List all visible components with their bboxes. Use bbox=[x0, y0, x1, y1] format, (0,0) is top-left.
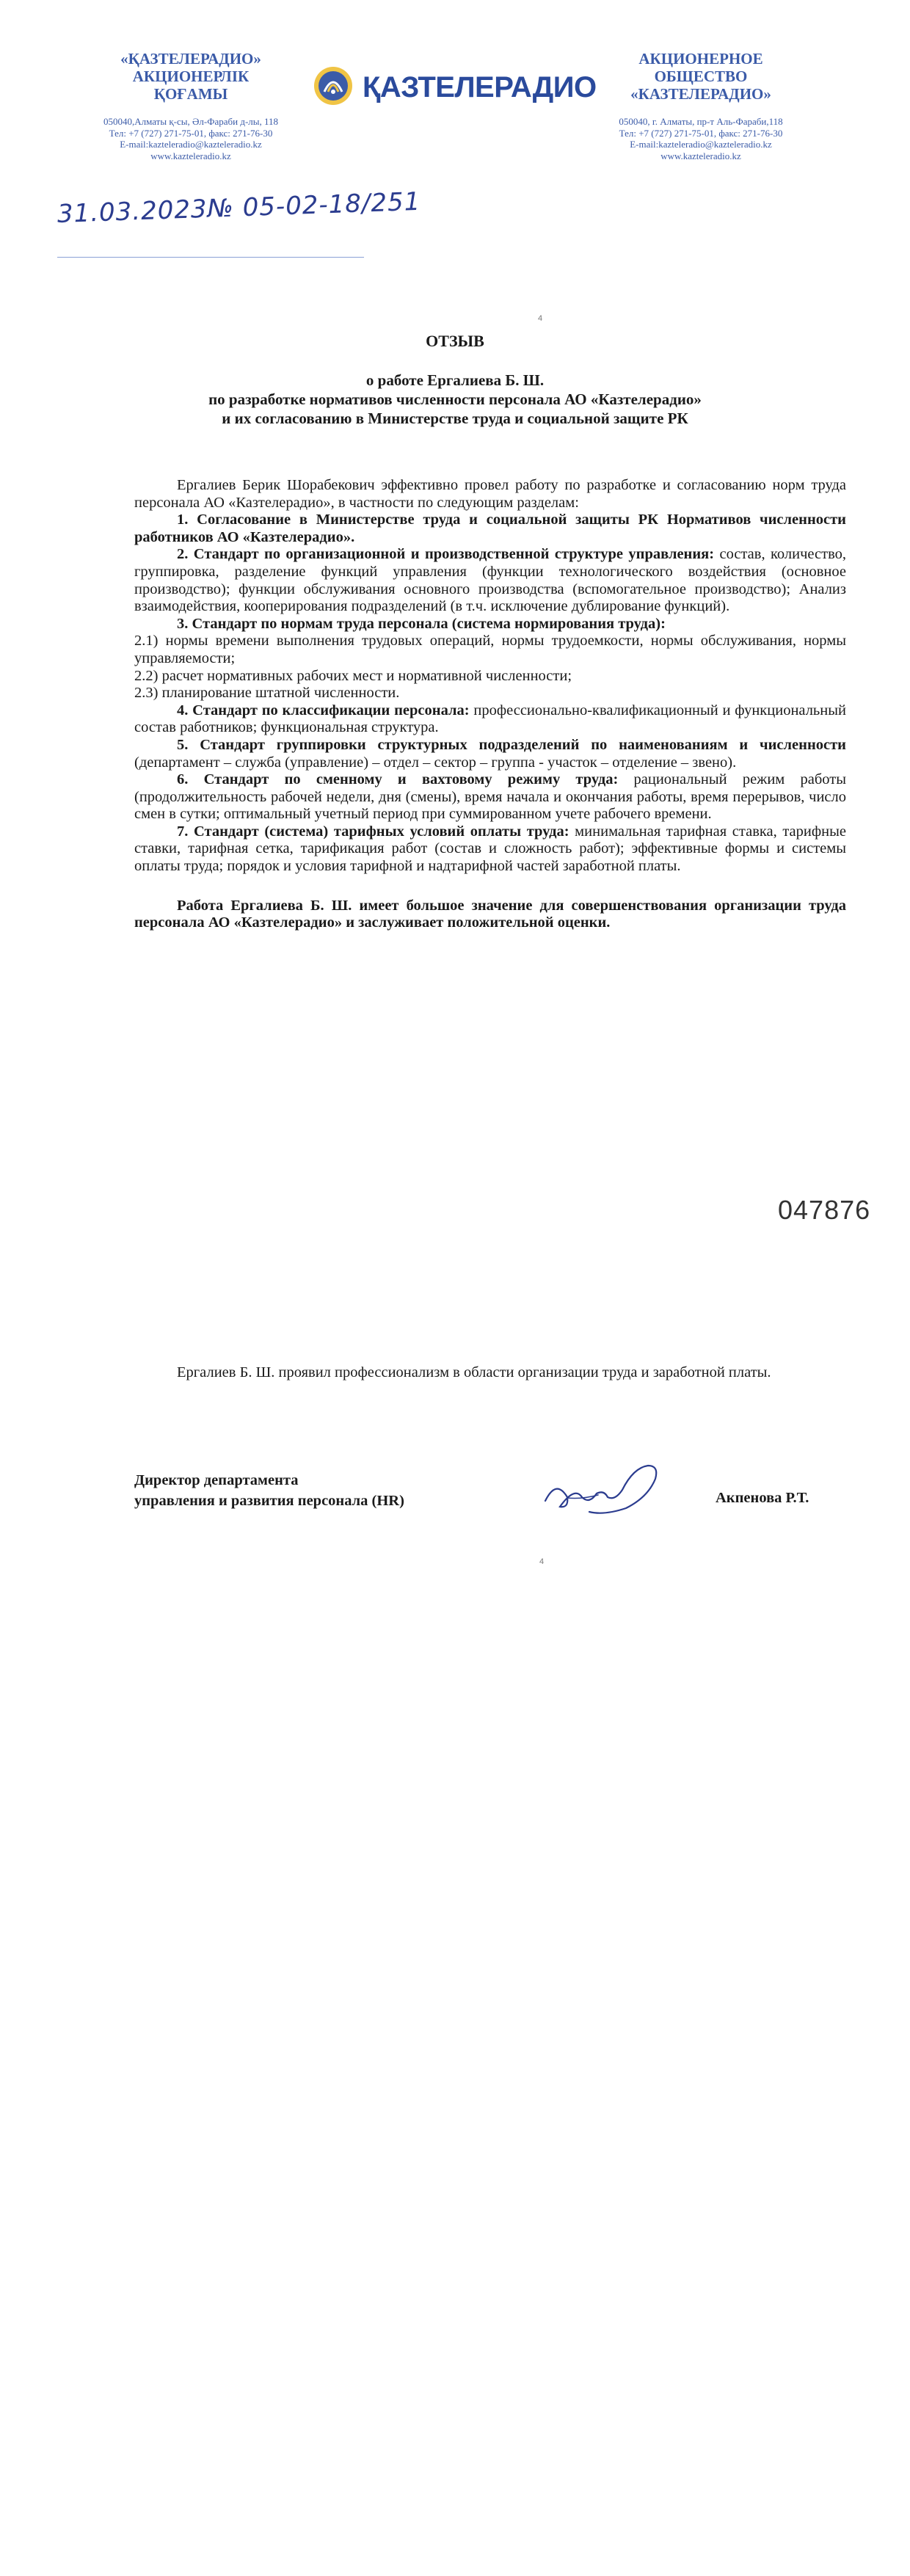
document-subject: о работе Ергалиева Б. Ш. по разработке нормативов численности персонала АО «Казтелерадио» и их согласованию в Министерстве труда и социальной защите РК bbox=[208, 371, 702, 427]
section-3-item: 2.3) планирование штатной численности. bbox=[134, 685, 400, 702]
page-marker: 4 bbox=[538, 314, 543, 323]
section-7: 7. Стандарт (система) тарифных условий оплаты труда: минимальная тарифная ставка, тарифные ставки, тарифная сетка, тарификация работ (состав и сложность работ); эффективные формы и системы оплаты труда; порядок и условия тарифной и надтарифной частей заработной платы. bbox=[134, 823, 847, 875]
section-1: 1. Согласование в Министерстве труда и социальной защиты РК Нормативов численности работников АО «Казтелерадио». bbox=[134, 512, 846, 545]
registration-underline bbox=[57, 257, 364, 258]
document-body bbox=[134, 477, 846, 932]
document-number: 047876 bbox=[778, 1195, 871, 1225]
conclusion bbox=[134, 1364, 846, 1381]
contacts-kz: 050040,Алматы қ-сы, Әл-Фараби д-лы, 118 Тел: +7 (727) 271-75-01, факс: 271-76-30 E-mail:kazteleradio@kazteleradio.kz www.kazteleradio.kz bbox=[103, 116, 279, 161]
letterhead-left bbox=[77, 50, 305, 161]
company-logo bbox=[308, 62, 602, 109]
conclusion-paragraph: Ергалиев Б. Ш. проявил профессионализм в области организации труда и заработной платы. bbox=[177, 1364, 771, 1380]
section-6: 6. Стандарт по сменному и вахтовому режиму труда: рациональный режим работы (продолжительность рабочей недели, дня (смены), время начала и окончания работы, время перерывов, число смен в сутки; оптимальный учетный период при суммированном учете рабочего времени. bbox=[134, 771, 846, 823]
document-title: ОТЗЫВ bbox=[426, 332, 484, 350]
company-name-ru: АКЦИОНЕРНОЕ ОБЩЕСТВО «КАЗТЕЛЕРАДИО» bbox=[630, 50, 771, 103]
section-4: 4. Стандарт по классификации персонала: профессионально-квалификационный и функциональный состав работников; функциональная структура. bbox=[134, 702, 846, 736]
company-name-kz: «ҚАЗТЕЛЕРАДИО» АКЦИОНЕРЛІК ҚОҒАМЫ bbox=[120, 50, 261, 103]
section-3-item: 2.2) расчет нормативных рабочих мест и нормативной численности; bbox=[134, 667, 572, 684]
section-3: 3. Стандарт по нормам труда персонала (система нормирования труда): bbox=[177, 615, 666, 632]
registration-number: 31.03.2023№ 05-02-18/251 bbox=[57, 186, 421, 229]
section-3-item: 2.1) нормы времени выполнения трудовых операций, нормы трудоемкости, нормы обслуживания, нормы управляемости; bbox=[134, 633, 846, 666]
signatory-position: Директор департамента управления и развития персонала (HR) bbox=[134, 1472, 404, 1509]
contacts-ru: 050040, г. Алматы, пр-т Аль-Фараби,118 Тел: +7 (727) 271-75-01, факс: 271-76-30 E-mail:kazteleradio@kazteleradio.kz www.kazteleradio.kz bbox=[619, 116, 783, 161]
logo-emblem-icon bbox=[308, 62, 360, 109]
page-marker: 4 bbox=[539, 1557, 545, 1566]
intro-paragraph: Ергалиев Берик Шорабекович эффективно провел работу по разработке и согласованию норм труда персонала АО «Казтелерадио», в частности по следующим разделам: bbox=[134, 477, 846, 511]
section-5: 5. Стандарт группировки структурных подразделений по наименованиям и численности (департамент – служба (управление) – отдел – сектор – группа - участок – отделение – звено). bbox=[134, 736, 846, 771]
handwritten-signature bbox=[538, 1457, 670, 1523]
logo-text: ҚАЗТЕЛЕРАДИО bbox=[363, 71, 597, 103]
letterhead-right bbox=[587, 50, 815, 161]
section-2: 2. Стандарт по организационной и производственной структуре управления: состав, количество, группировка, разделение функций управления (функции технологического воздействия (основное производство); функции обслуживания основного производства (вспомогательное производство); Анализ взаимодействия, кооперирования подразделений (в т.ч. исключение дублирование функций). bbox=[134, 546, 846, 615]
signatory-name: Акпенова Р.Т. bbox=[716, 1490, 809, 1506]
closing-paragraph: Работа Ергалиева Б. Ш. имеет большое значение для совершенствования организации труда персонала АО «Казтелерадио» и заслуживает положительной оценки. bbox=[134, 897, 846, 931]
